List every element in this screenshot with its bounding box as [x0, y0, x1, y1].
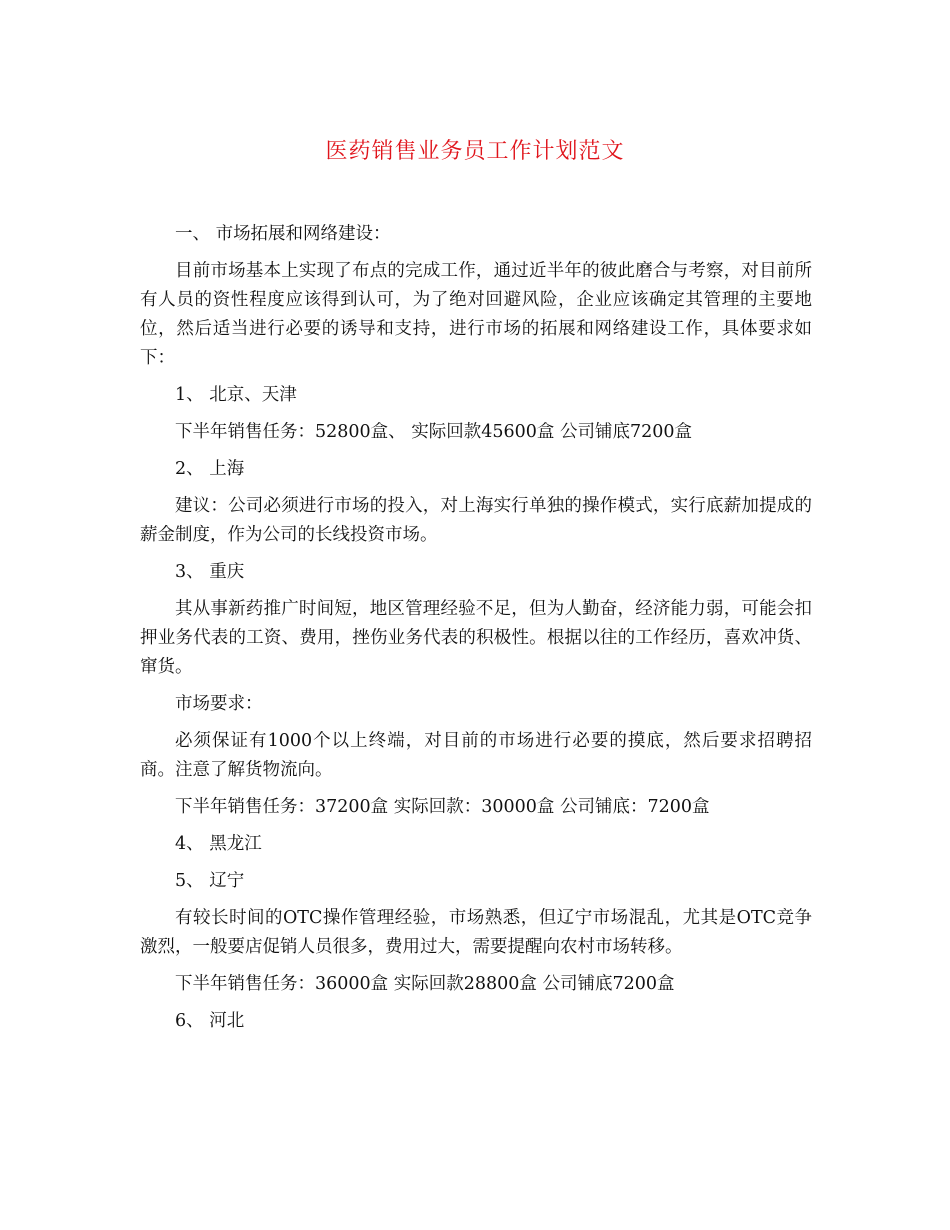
sales-target-liaoning: 下半年销售任务：36000盒 实际回款28800盒 公司铺底7200盒: [175, 974, 675, 994]
document-title: 医药销售业务员工作计划范文: [325, 139, 625, 164]
region-heading-shanghai: 2、 上海: [175, 459, 245, 479]
section-heading-market-expansion: 一、 市场拓展和网络建设：: [175, 224, 391, 244]
paragraph-market-requirements: 必须保证有1000个以上终端，对目前的市场进行必要的摸底，然后要求招聘招商。注意了解货物流向。: [140, 731, 812, 780]
region-heading-chongqing: 3、 重庆: [175, 562, 245, 582]
region-heading-liaoning: 5、 辽宁: [175, 871, 245, 891]
paragraph-shanghai-suggestion: 建议：公司必须进行市场的投入，对上海实行单独的操作模式，实行底薪加提成的薪金制度，作为公司的长线投资市场。: [140, 496, 812, 545]
region-heading-heilongjiang: 4、 黑龙江: [175, 834, 262, 854]
region-heading-hebei: 6、 河北: [175, 1011, 245, 1031]
paragraph-chongqing: 其从事新药推广时间短，地区管理经验不足，但为人勤奋，经济能力弱，可能会扣押业务代表的工资、费用，挫伤业务代表的积极性。根据以往的工作经历，喜欢冲货、窜货。: [140, 599, 812, 677]
market-requirements-heading: 市场要求：: [175, 694, 263, 714]
paragraph-intro: 目前市场基本上实现了布点的完成工作，通过近半年的彼此磨合与考察，对目前所有人员的资性程度应该得到认可，为了绝对回避风险，企业应该确定其管理的主要地位，然后适当进行必要的诱导和支持，进行市场的拓展和网络建设工作，具体要求如下：: [140, 261, 812, 368]
sales-target-beijing-tianjin: 下半年销售任务：52800盒、 实际回款45600盒 公司铺底7200盒: [175, 422, 693, 442]
sales-target-chongqing: 下半年销售任务：37200盒 实际回款：30000盒 公司铺底：7200盒: [175, 797, 710, 817]
document-body: [140, 220, 812, 1044]
region-heading-beijing-tianjin: 1、 北京、天津: [175, 385, 297, 405]
paragraph-liaoning: 有较长时间的OTC操作管理经验，市场熟悉，但辽宁市场混乱，尤其是OTC竞争激烈，一般要店促销人员很多，费用过大，需要提醒向农村市场转移。: [140, 908, 812, 957]
